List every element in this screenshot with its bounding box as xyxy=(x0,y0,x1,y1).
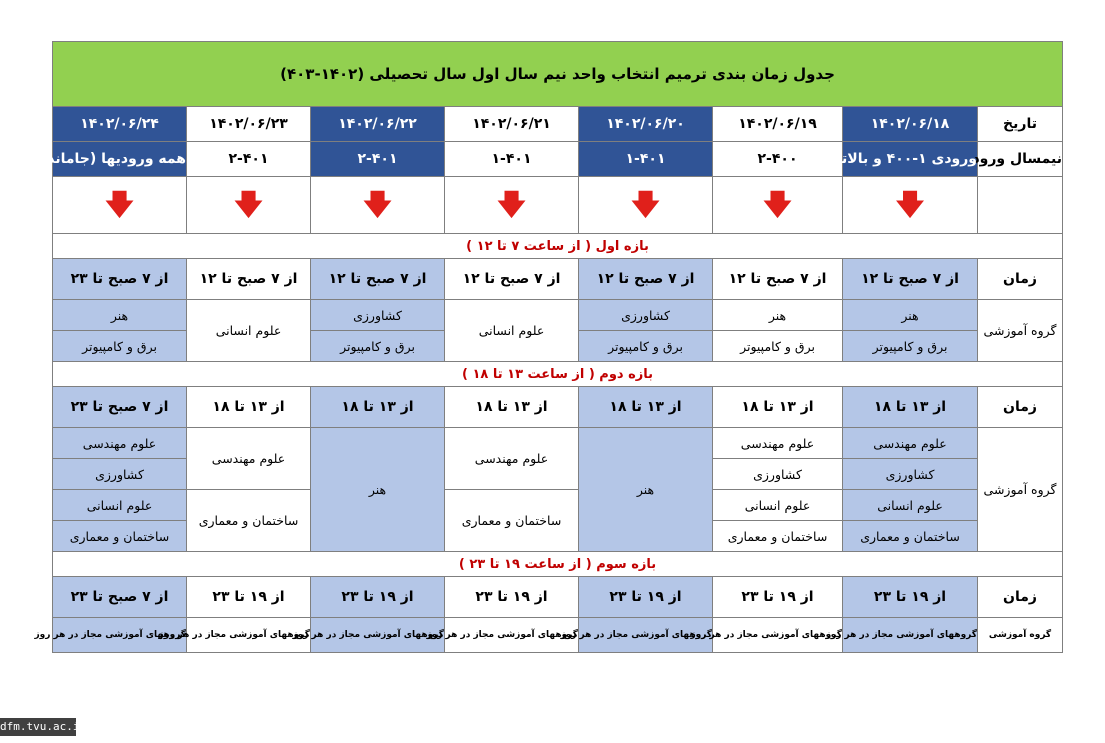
note-cell: گروههای آموزشی مجاز در هر روز xyxy=(445,618,579,653)
arrow-cell xyxy=(187,177,311,234)
group-cell: کشاورزی xyxy=(843,459,978,490)
note-cell: گروههای آموزشی مجاز در هر روز xyxy=(843,618,978,653)
row-label-group: گروه آموزشی xyxy=(978,428,1063,552)
time-cell: از ۱۳ تا ۱۸ xyxy=(843,387,978,428)
time-cell: از ۱۹ تا ۲۳ xyxy=(187,577,311,618)
group-cell: علوم مهندسی xyxy=(53,428,187,459)
group-cell: هنر xyxy=(311,428,445,552)
period-2-label: بازه دوم ( از ساعت ۱۳ تا ۱۸ ) xyxy=(53,362,1063,387)
entry-cell: همه ورودیها (جامانده) xyxy=(53,142,187,177)
row-label-date: تاریخ xyxy=(978,107,1063,142)
entry-cell: ۱-۴۰۱ xyxy=(579,142,713,177)
time-cell: از ۱۹ تا ۲۳ xyxy=(579,577,713,618)
group-cell: ساختمان و معماری xyxy=(187,490,311,552)
entry-cell: ۲-۴۰۱ xyxy=(311,142,445,177)
group-cell: کشاورزی xyxy=(311,300,445,331)
arrow-label-cell xyxy=(978,177,1063,234)
arrow-cell xyxy=(713,177,843,234)
group-cell: هنر xyxy=(843,300,978,331)
arrow-cell xyxy=(445,177,579,234)
date-cell: ۱۴۰۲/۰۶/۲۳ xyxy=(187,107,311,142)
time-cell: از ۷ صبح تا ۱۲ xyxy=(579,259,713,300)
group-cell: ساختمان و معماری xyxy=(445,490,579,552)
row-label-time: زمان xyxy=(978,577,1063,618)
time-cell: از ۱۳ تا ۱۸ xyxy=(445,387,579,428)
group-cell: برق و کامپیوتر xyxy=(843,331,978,362)
arrow-down-icon: 🡇 xyxy=(234,188,263,221)
group-cell: برق و کامپیوتر xyxy=(53,331,187,362)
date-cell: ۱۴۰۲/۰۶/۱۸ xyxy=(843,107,978,142)
group-cell: کشاورزی xyxy=(53,459,187,490)
time-cell: از ۱۳ تا ۱۸ xyxy=(713,387,843,428)
arrow-cell xyxy=(53,177,187,234)
time-cell: از ۷ صبح تا ۲۳ xyxy=(53,387,187,428)
group-cell: علوم انسانی xyxy=(53,490,187,521)
row-label-time: زمان xyxy=(978,259,1063,300)
arrow-cell xyxy=(579,177,713,234)
page-title: جدول زمان بندی ترمیم انتخاب واحد نیم سال اول سال تحصیلی (۱۴۰۲-۴۰۳) xyxy=(53,42,1063,107)
group-cell: علوم مهندسی xyxy=(187,428,311,490)
date-cell: ۱۴۰۲/۰۶/۲۱ xyxy=(445,107,579,142)
arrow-down-icon: 🡇 xyxy=(895,188,925,221)
group-cell: علوم انسانی xyxy=(713,490,843,521)
note-cell: گروههای آموزشی مجاز در هر روز xyxy=(579,618,713,653)
group-cell: برق و کامپیوتر xyxy=(311,331,445,362)
entry-cell: ۱-۴۰۱ xyxy=(445,142,579,177)
time-cell: از ۱۳ تا ۱۸ xyxy=(187,387,311,428)
arrow-down-icon: 🡇 xyxy=(631,188,660,221)
group-cell: کشاورزی xyxy=(713,459,843,490)
schedule-table xyxy=(32,41,1063,653)
arrow-down-icon: 🡇 xyxy=(497,188,526,221)
date-cell: ۱۴۰۲/۰۶/۲۰ xyxy=(579,107,713,142)
arrow-cell xyxy=(843,177,978,234)
time-cell: از ۷ صبح تا ۱۲ xyxy=(713,259,843,300)
note-cell: گروههای آموزشی مجاز در هر روز xyxy=(713,618,843,653)
time-cell: از ۱۳ تا ۱۸ xyxy=(579,387,713,428)
time-cell: از ۷ صبح تا ۲۳ xyxy=(53,577,187,618)
time-cell: از ۷ صبح تا ۱۲ xyxy=(311,259,445,300)
group-cell: علوم مهندسی xyxy=(713,428,843,459)
time-cell: از ۱۳ تا ۱۸ xyxy=(311,387,445,428)
time-cell: از ۱۹ تا ۲۳ xyxy=(713,577,843,618)
group-cell: برق و کامپیوتر xyxy=(713,331,843,362)
group-cell: ساختمان و معماری xyxy=(713,521,843,552)
group-cell: هنر xyxy=(53,300,187,331)
group-cell: علوم انسانی xyxy=(445,300,579,362)
group-cell: علوم مهندسی xyxy=(843,428,978,459)
entry-cell: ۲-۴۰۱ xyxy=(187,142,311,177)
group-cell: کشاورزی xyxy=(579,300,713,331)
date-cell: ۱۴۰۲/۰۶/۲۴ xyxy=(53,107,187,142)
arrow-down-icon: 🡇 xyxy=(363,188,392,221)
period-3-label: بازه سوم ( از ساعت ۱۹ تا ۲۳ ) xyxy=(53,552,1063,577)
group-cell: علوم انسانی xyxy=(187,300,311,362)
group-cell: علوم مهندسی xyxy=(445,428,579,490)
group-cell: ساختمان و معماری xyxy=(53,521,187,552)
site-url-tag: dfm.tvu.ac.ir xyxy=(0,718,76,736)
group-cell: هنر xyxy=(713,300,843,331)
period-1-label: بازه اول ( از ساعت ۷ تا ۱۲ ) xyxy=(53,234,1063,259)
group-cell: علوم انسانی xyxy=(843,490,978,521)
arrow-down-icon: 🡇 xyxy=(105,188,134,221)
time-cell: از ۷ صبح تا ۱۲ xyxy=(843,259,978,300)
date-cell: ۱۴۰۲/۰۶/۲۲ xyxy=(311,107,445,142)
time-cell: از ۱۹ تا ۲۳ xyxy=(311,577,445,618)
row-label-group: گروه آموزشی xyxy=(978,618,1063,653)
time-cell: از ۱۹ تا ۲۳ xyxy=(843,577,978,618)
note-cell: گروههای آموزشی مجاز در هر روز xyxy=(187,618,311,653)
entry-cell: ورودی ۱-۴۰۰ و بالاتر xyxy=(843,142,978,177)
row-label-time: زمان xyxy=(978,387,1063,428)
note-cell: گروههای آموزشی مجاز در هر روز xyxy=(53,618,187,653)
time-cell: از ۷ صبح تا ۲۳ xyxy=(53,259,187,300)
group-cell: ساختمان و معماری xyxy=(843,521,978,552)
row-label-entry: نیمسال ورود xyxy=(978,142,1063,177)
row-label-group: گروه آموزشی xyxy=(978,300,1063,362)
arrow-down-icon: 🡇 xyxy=(763,188,792,221)
group-cell: هنر xyxy=(579,428,713,552)
entry-cell: ۲-۴۰۰ xyxy=(713,142,843,177)
time-cell: از ۷ صبح تا ۱۲ xyxy=(445,259,579,300)
time-cell: از ۱۹ تا ۲۳ xyxy=(445,577,579,618)
note-cell: گروههای آموزشی مجاز در هر روز xyxy=(311,618,445,653)
date-cell: ۱۴۰۲/۰۶/۱۹ xyxy=(713,107,843,142)
group-cell: برق و کامپیوتر xyxy=(579,331,713,362)
time-cell: از ۷ صبح تا ۱۲ xyxy=(187,259,311,300)
arrow-cell xyxy=(311,177,445,234)
